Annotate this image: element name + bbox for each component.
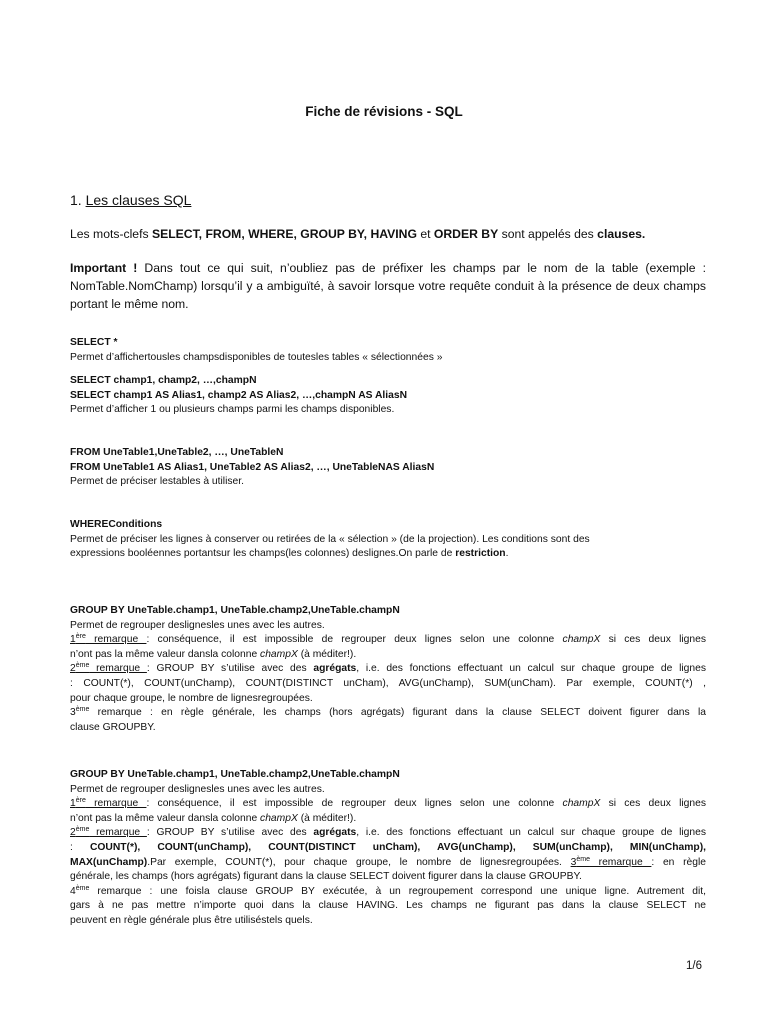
groupby-remark-1-line-2 <box>70 812 706 827</box>
from-block <box>70 446 706 490</box>
document-title: Fiche de révisions - SQL <box>305 104 463 119</box>
groupby-remark-4 <box>70 885 706 900</box>
where-block <box>70 518 706 562</box>
remark-bold: MAX(unChamp) <box>70 856 148 868</box>
remark-text: : GROUP BY s’utilise avec des <box>146 827 314 839</box>
select-fields-block <box>70 374 706 418</box>
select-star-block <box>70 336 706 365</box>
remark-number: 3 <box>570 856 577 868</box>
remark-sup: ème <box>75 706 90 714</box>
groupby-remark-1-line-2 <box>70 648 706 663</box>
remark-italic: champX <box>562 634 601 646</box>
remark-sup: ème <box>75 826 90 834</box>
remark-bold: agrégats <box>313 663 357 675</box>
remark-text: n’ont pas la même valeur dansla colonne <box>70 812 261 824</box>
where-desc-line-2 <box>70 547 706 562</box>
remark-number: 1 <box>70 634 76 646</box>
remark-text: : conséquence, il est impossible de regrouper deux lignes selon une colonne <box>146 634 563 646</box>
select-fields-syntax-2: SELECT champ1 AS Alias1, champ2 AS Alias2, …,champN AS AliasN <box>70 389 408 401</box>
section-title: Les clauses SQL <box>85 192 192 208</box>
select-star-desc: Permet d’affichertousles champsdisponibles de toutesles tables « sélectionnées » <box>70 351 443 363</box>
remark-number: 2 <box>70 827 76 839</box>
groupby-remark-2 <box>70 826 706 841</box>
groupby-remark-1 <box>70 797 706 812</box>
important-label: Important ! <box>70 261 138 275</box>
remark-sup: ème <box>75 662 90 670</box>
remark-number: 4 <box>70 885 76 897</box>
where-text: expressions booléennes portantsur les champs(les colonnes) deslignes.On parle de <box>70 548 456 560</box>
remark-sup: ème <box>576 855 590 863</box>
groupby-block-1 <box>70 604 706 735</box>
remark-text: : conséquence, il est impossible de regrouper deux lignes selon une colonne <box>146 798 563 810</box>
remark-text: si ces deux lignes <box>600 634 707 646</box>
groupby-desc: Permet de regrouper deslignesles unes avec les autres. <box>70 619 325 631</box>
groupby-remark-3-line-2: clause GROUPBY. <box>70 721 156 733</box>
groupby-remark-2-line-3 <box>70 856 706 871</box>
intro-text: sont appelés des <box>498 227 598 241</box>
remark-word: remarque <box>85 798 147 810</box>
groupby-remark-1 <box>70 633 706 648</box>
remark-text: : GROUP BY s’utilise avec des <box>146 663 314 675</box>
intro-orderby: ORDER BY <box>433 227 499 241</box>
remark-label <box>571 857 652 868</box>
remark-text: remarque : une foisla clause GROUP BY exécutée, à un regroupement correspond une unique ligne. Autrement dit, <box>89 885 706 897</box>
groupby-syntax: GROUP BY UneTable.champ1, UneTable.champ2,UneTable.champN <box>70 605 400 616</box>
remark-bold: COUNT(*), COUNT(unChamp), COUNT(DISTINCT unCham), AVG(unChamp), SUM(unChamp), MIN(unChamp), <box>89 841 706 853</box>
where-restriction: restriction <box>455 548 506 560</box>
remark-word: remarque <box>589 856 652 868</box>
important-paragraph <box>70 259 706 313</box>
remark-text: si ces deux lignes <box>600 798 707 810</box>
remark-word: remarque <box>85 634 147 646</box>
intro-clauses: SELECT, FROM, WHERE, GROUP BY, HAVING <box>151 227 417 241</box>
remark-italic: champX <box>260 812 298 824</box>
remark-sup: ère <box>75 633 86 641</box>
where-desc-line-1: Permet de préciser les lignes à conserver ou retirées de la « sélection » (de la projection). Les conditions sont des <box>70 533 590 545</box>
remark-word: remarque <box>89 827 147 839</box>
groupby-remark-3 <box>70 706 706 721</box>
intro-paragraph <box>70 225 706 243</box>
select-fields-syntax-1: SELECT champ1, champ2, …,champN <box>70 375 257 386</box>
groupby-remark-2-line-2 <box>70 841 706 856</box>
groupby-remark-4-line-3: peuvent en règle générale plus être utiliséstels quels. <box>70 914 313 926</box>
remark-label <box>70 634 146 645</box>
where-text: . <box>505 548 509 560</box>
section-heading <box>70 192 191 208</box>
remark-text: , i.e. des fonctions effectuant un calcul sur chaque groupe de lignes <box>356 827 706 839</box>
remark-label <box>70 798 146 809</box>
section-number: 1. <box>70 192 86 208</box>
remark-sup: ère <box>75 797 86 805</box>
groupby-desc: Permet de regrouper deslignesles unes avec les autres. <box>70 783 325 795</box>
intro-clauses-word: clauses. <box>597 227 646 241</box>
groupby-remark-2-line-2: : COUNT(*), COUNT(unChamp), COUNT(DISTINCT unCham), AVG(unChamp), SUM(unCham). Par exemple, COUNT(*) , <box>70 677 706 689</box>
intro-text: et <box>416 227 434 241</box>
remark-text: : <box>70 841 90 853</box>
remark-italic: champX <box>562 798 601 810</box>
remark-text: remarque : en règle générale, les champs (hors agrégats) figurant dans la clause SELECT doivent figurer dans la <box>89 707 706 719</box>
from-syntax-2: FROM UneTable1 AS Alias1, UneTable2 AS Alias2, …, UneTableNAS AliasN <box>70 461 435 473</box>
select-star-syntax: SELECT * <box>70 337 118 348</box>
remark-sup: ème <box>75 884 90 892</box>
remark-number: 2 <box>70 663 76 675</box>
remark-word: remarque <box>89 663 147 675</box>
groupby-syntax: GROUP BY UneTable.champ1, UneTable.champ2,UneTable.champN <box>70 769 400 780</box>
remark-text: , i.e. des fonctions effectuant un calcul sur chaque groupe de lignes <box>356 663 706 675</box>
remark-text: (à méditer!). <box>297 648 357 660</box>
remark-text: .Par exemple, COUNT(*), pour chaque groupe, le nombre de lignesregroupées. <box>147 856 571 868</box>
remark-text: n’ont pas la même valeur dansla colonne <box>70 648 261 660</box>
groupby-remark-3-line-2: générale, les champs (hors agrégats) figurant dans la clause SELECT doivent figurer dans la clause GROUPBY. <box>70 871 582 883</box>
remark-number: 3 <box>70 707 76 719</box>
groupby-block-2 <box>70 768 706 929</box>
remark-bold: agrégats <box>313 827 357 839</box>
groupby-remark-2 <box>70 662 706 677</box>
remark-text: : en règle <box>651 856 706 868</box>
remark-number: 1 <box>70 798 76 810</box>
remark-italic: champX <box>260 648 298 660</box>
groupby-remark-2-line-3: pour chaque groupe, le nombre de lignesregroupées. <box>70 692 313 704</box>
intro-text: Les mots-clefs <box>70 227 152 241</box>
from-syntax-1: FROM UneTable1,UneTable2, …, UneTableN <box>70 447 284 458</box>
page-number: 1/6 <box>686 960 702 972</box>
important-text: Dans tout ce qui suit, n’oubliez pas de préfixer les champs par le nom de la table (exemple : NomTable.NomChamp) lorsqu’il y a ambiguïté, à savoir lorsque votre requête conduit à la présence de deux champs portant le même nom. <box>70 261 706 311</box>
groupby-remark-4-line-2: gars à ne pas mettre n’importe quoi dans la clause HAVING. Les champs ne figurant pas dans la clause SELECT ne <box>70 900 706 912</box>
from-desc: Permet de préciser lestables à utiliser. <box>70 476 244 488</box>
where-syntax: WHEREConditions <box>70 519 163 530</box>
remark-label <box>70 663 147 674</box>
remark-text: (à méditer!). <box>297 812 357 824</box>
remark-label <box>70 827 147 838</box>
select-fields-desc: Permet d’afficher 1 ou plusieurs champs parmi les champs disponibles. <box>70 404 395 416</box>
